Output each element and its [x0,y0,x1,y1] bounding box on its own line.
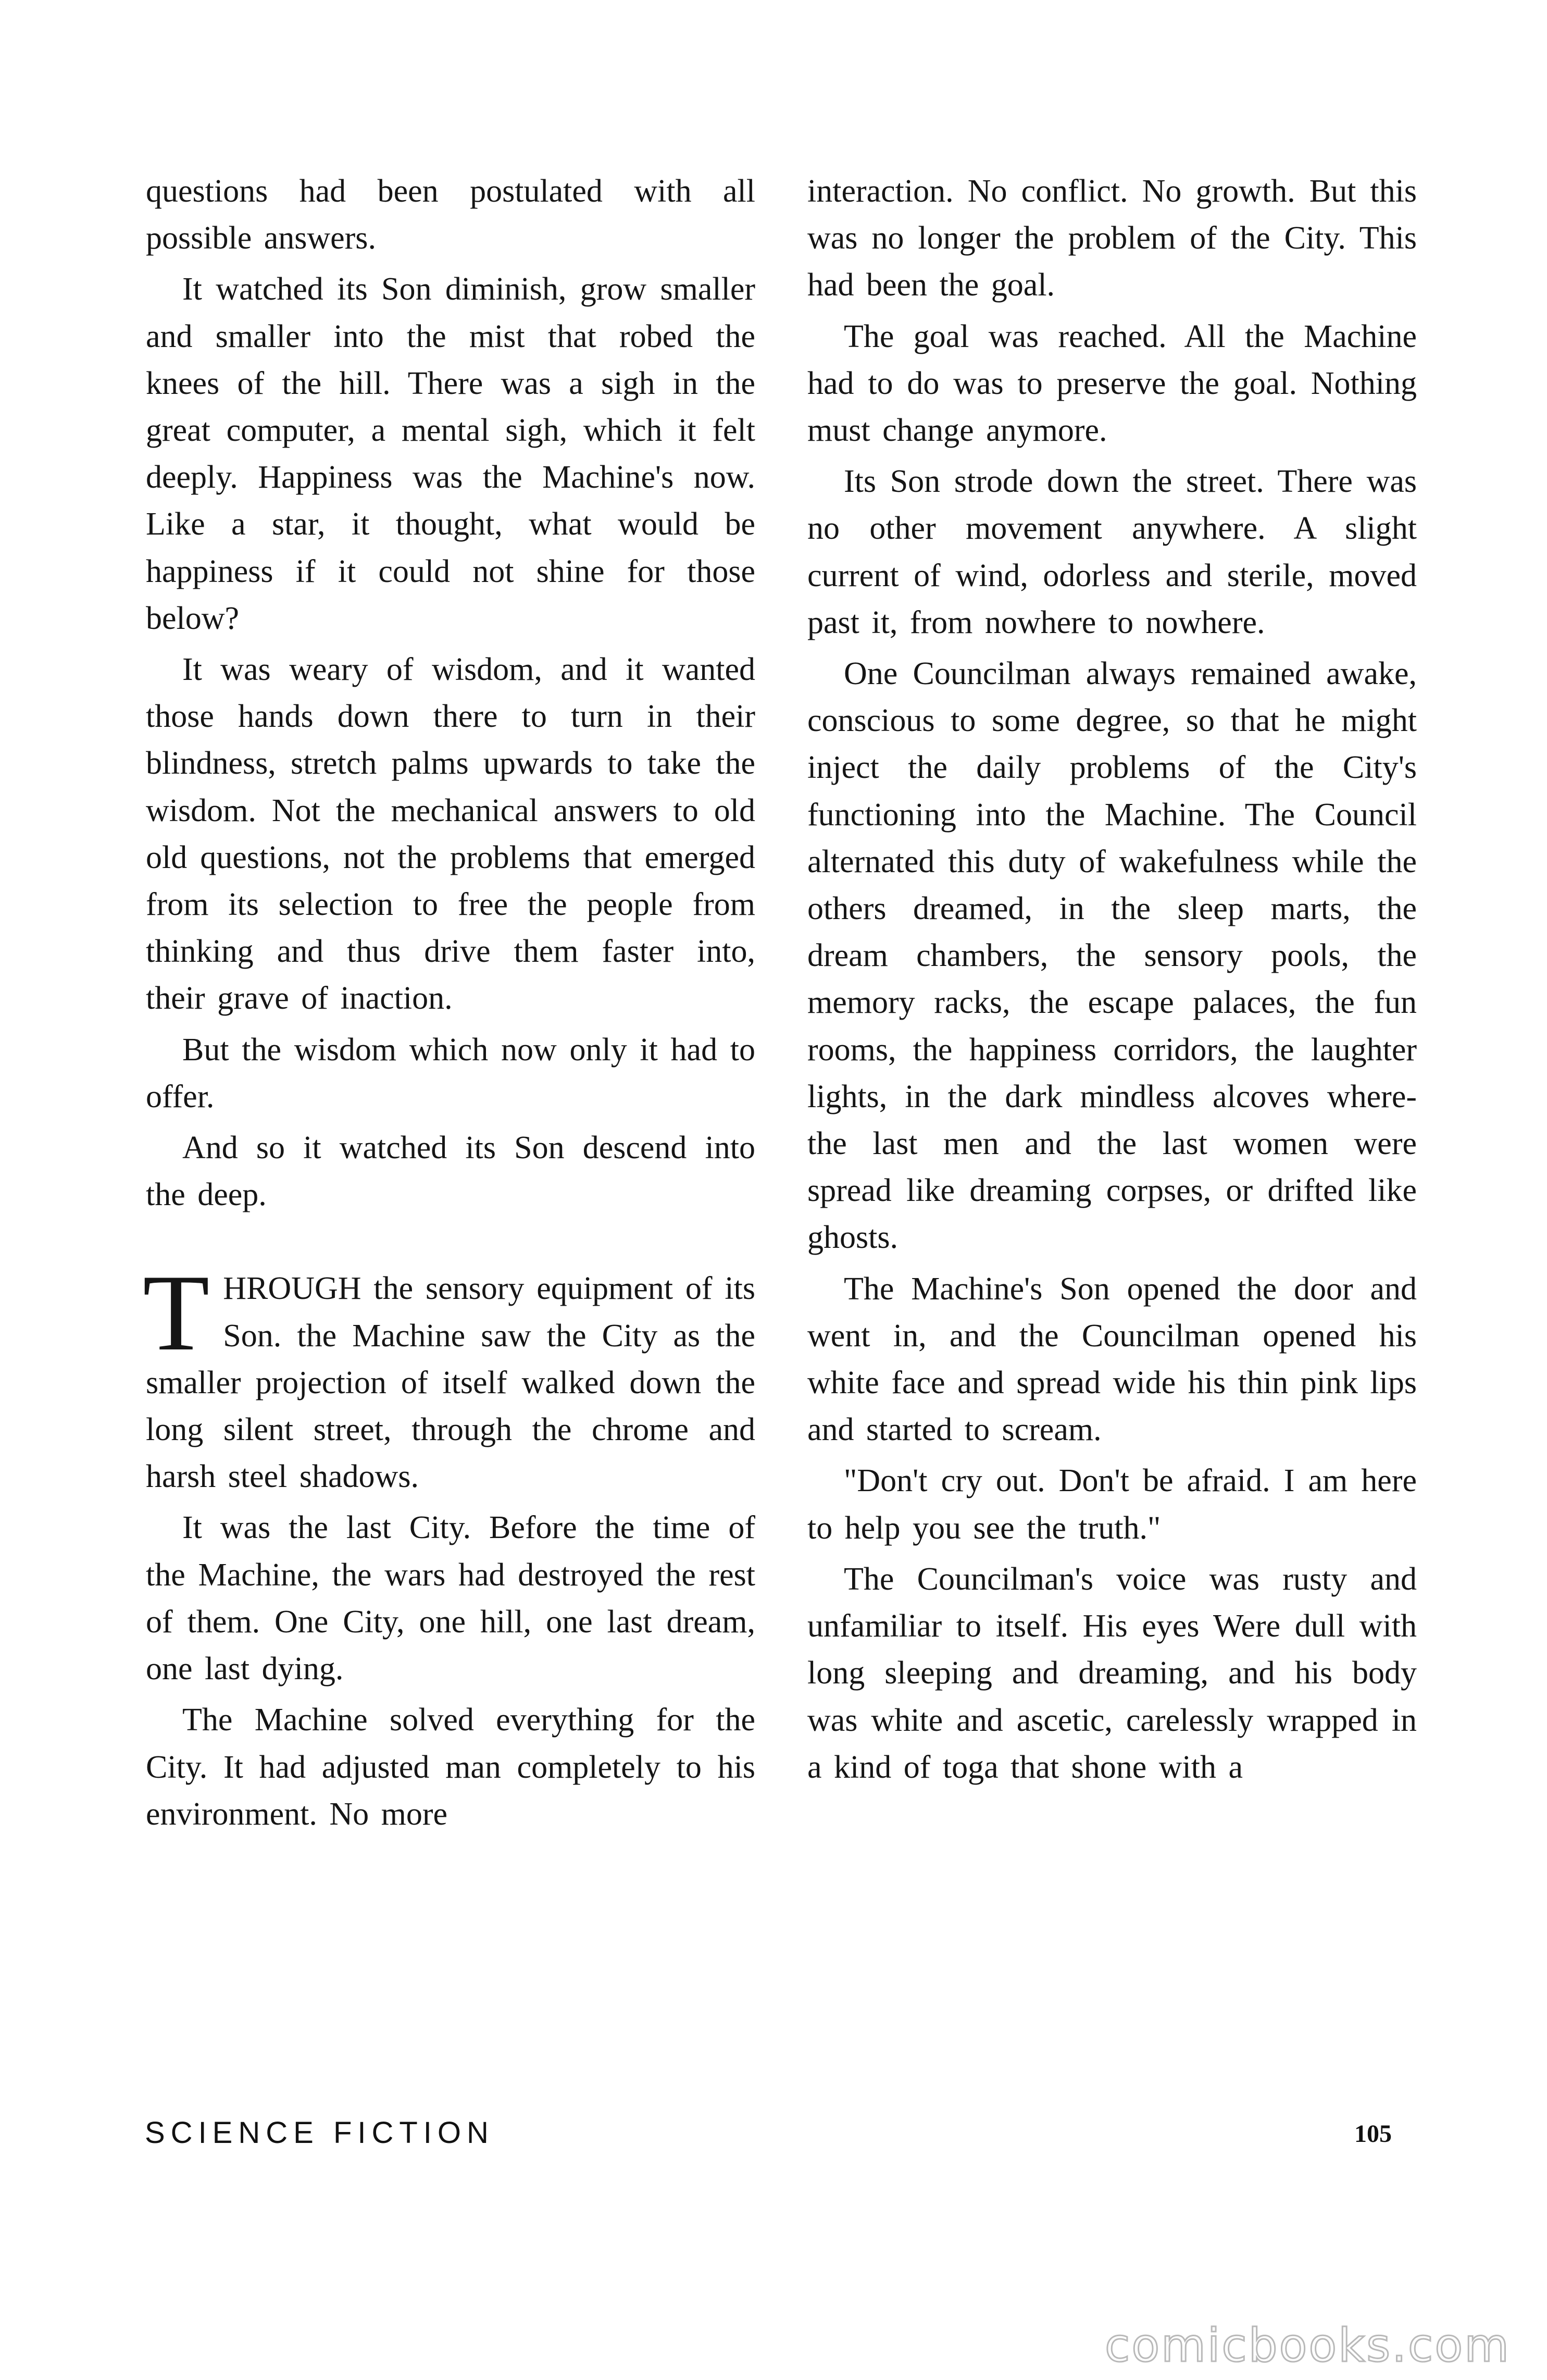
paragraph: The goal was reached. All the Machine had to do was to preserve the goal. Nothing must change anymore. [807,318,1417,449]
dropcap-paragraph [143,1253,755,1500]
section-break [146,1218,755,1265]
paragraph: interaction. No conflict. No growth. But this was no longer the problem of the City. This had been the goal. [807,173,1417,303]
paragraph: One Councilman always remained awake, conscious to some degree, so that he might inject the daily problems of the City's functioning into the Machine. The Council alternated this duty of wakefulness while the others dreamed, in the sleep marts, the dream chambers, the sensory pools, the memory racks, the escape palaces, the fun rooms, the happiness corridors, the laughter lights, in the dark mindless alcoves where- the last men and the last women were spread like dreaming corpses, or drifted like ghosts. [807,656,1417,1256]
paragraph: The Machine solved everything for the City. It had adjusted man completely to his environment. No more [146,1702,755,1832]
drop-cap: T [143,1253,210,1374]
paragraph: "Don't cry out. Don't be afraid. I am here to help you see the truth." [807,1463,1417,1546]
dropcap-paragraph-text: HROUGH the sensory equipment of its Son. the Machine saw the City as the smaller projection of itself walked down the long silent street, through the chrome and harsh steel shadows. [146,1271,755,1495]
paragraph: questions had been postulated with all possible answers. [146,173,755,256]
magazine-title-footer: SCIENCE FICTION [145,2116,494,2150]
left-text-column [143,168,755,1838]
paragraph: It was the last City. Before the time of the Machine, the wars had destroyed the rest of them. One City, one hill, one last dream, one last dying. [146,1510,755,1687]
paragraph: It was weary of wisdom, and it wanted those hands down there to turn in their blindness, stretch palms upwards to take the wisdom. Not the mechanical answers to old old questions, not the problems that emerged from its selection to free the people from thinking and thus drive them faster into, their grave of inaction. [146,652,755,1017]
paragraph: The Councilman's voice was rusty and unfamiliar to itself. His eyes Were dull with long sleeping and dreaming, and his body was white and ascetic, carelessly wrapped in a kind of toga that shone with a [807,1561,1417,1785]
right-text-column [807,168,1417,1791]
paragraph: It watched its Son diminish, grow smaller and smaller into the mist that robed the knees of the hill. There was a sigh in the great computer, a mental sigh, which it felt deeply. Happiness was the Machine's now. Like a star, it thought, what would be happiness if it could not shine for those below? [146,271,755,636]
page-number: 105 [1354,2120,1392,2148]
paragraph: And so it watched its Son descend into the deep. [146,1130,755,1213]
paragraph: The Machine's Son opened the door and went in, and the Councilman opened his white face and spread wide his thin pink lips and started to scream. [807,1271,1417,1448]
paragraph: But the wisdom which now only it had to offer. [146,1032,755,1114]
site-watermark: comicbooks.com [1104,2319,1511,2372]
paragraph: Its Son strode down the street. There was no other movement anywhere. A slight current of wind, odorless and sterile, moved past it, from nowhere to nowhere. [807,464,1417,640]
